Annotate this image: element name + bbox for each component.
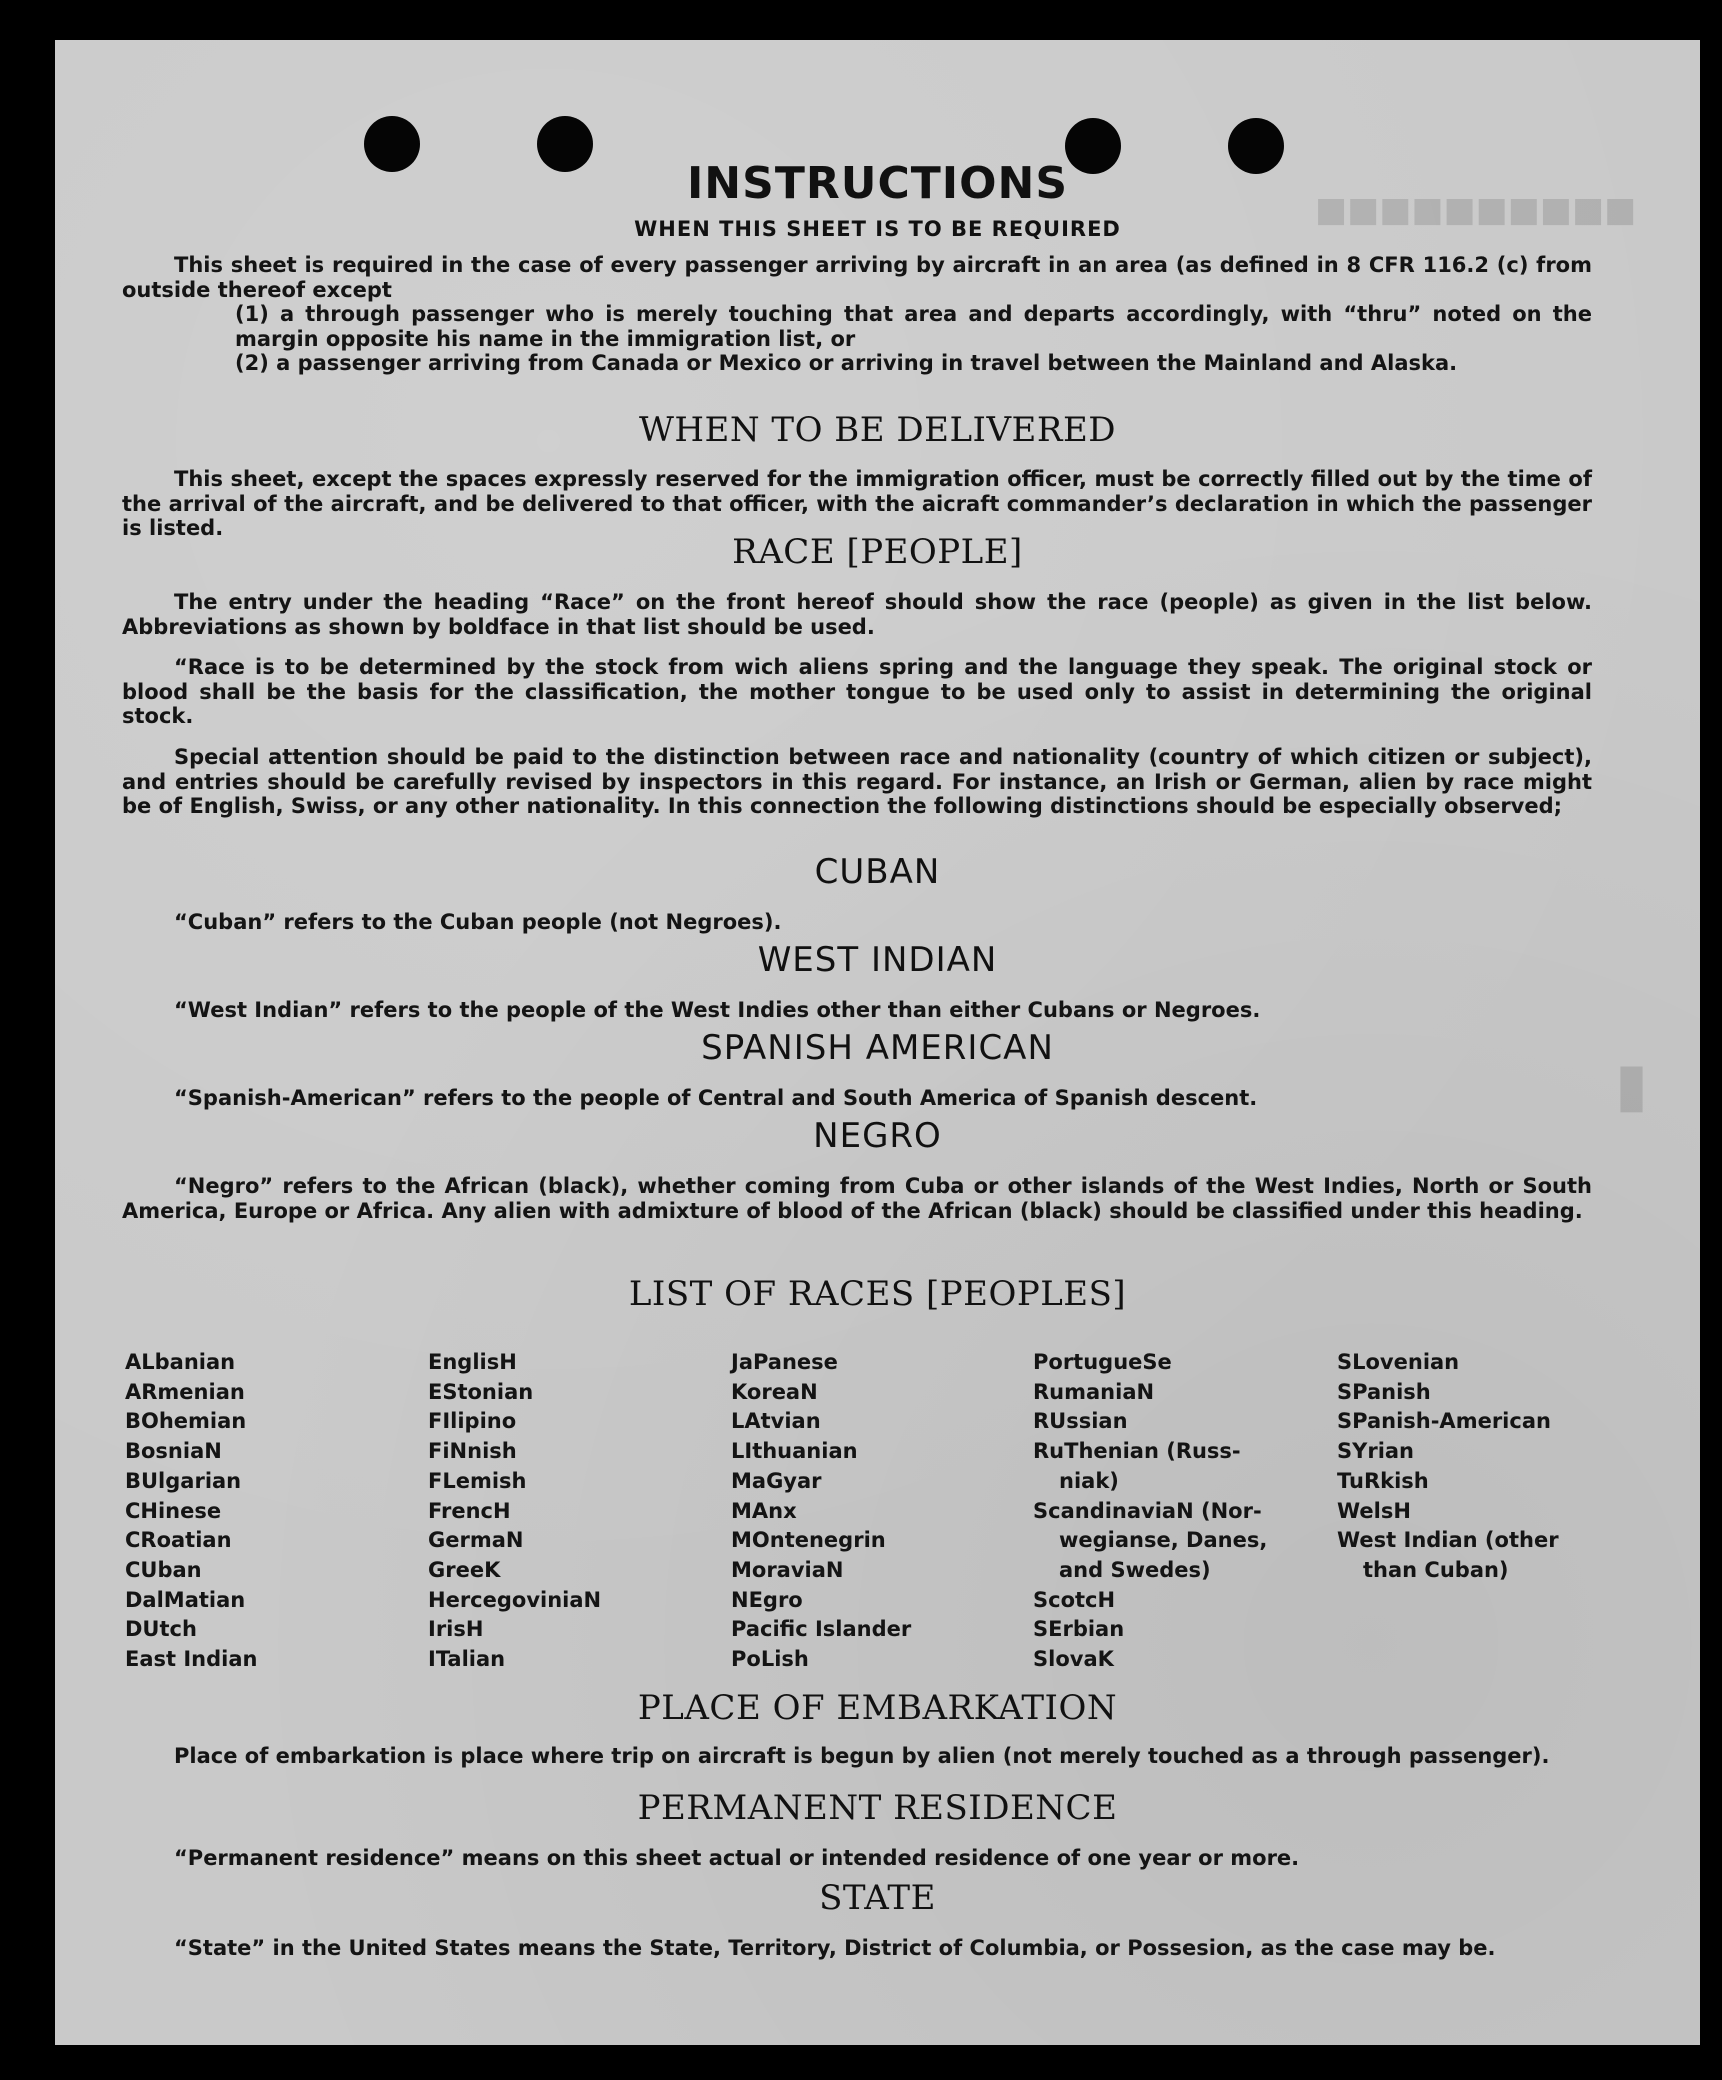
race-list-item: than Cuban) xyxy=(1363,1557,1509,1582)
race-list-item: FrencH xyxy=(428,1498,511,1523)
race-list-item: SErbian xyxy=(1033,1617,1125,1642)
race-list-item: SLovenian xyxy=(1337,1350,1460,1374)
delivered-heading: WHEN TO BE DELIVERED xyxy=(638,410,1117,450)
required-subtitle: WHEN THIS SHEET IS TO BE REQUIRED xyxy=(634,217,1121,241)
race-list-item: West Indian (other xyxy=(1337,1528,1559,1553)
race-list-item: CUban xyxy=(125,1557,202,1582)
race-list-item: FIlipino xyxy=(428,1409,517,1434)
required-intro: This sheet is required in the case of every passenger arriving by aircraft in an area (as defined in 8 CFR 116.2 (c) from outside thereof except xyxy=(122,253,1592,302)
race-list-item: BOhemian xyxy=(125,1409,247,1434)
negro-heading: NEGRO xyxy=(813,1116,942,1156)
race-list-item: niak) xyxy=(1059,1468,1119,1493)
race-list-item: and Swedes) xyxy=(1059,1557,1211,1582)
race-list-item: ALbanian xyxy=(125,1350,236,1374)
residence-heading: PERMANENT RESIDENCE xyxy=(637,1788,1118,1828)
required-item-1: (1) a through passenger who is merely touching that area and departs accordingly, with “thru” noted on the margin opposite his name in the immigration list, or xyxy=(235,302,1592,351)
race-list-item: GermaN xyxy=(428,1528,524,1553)
race-paragraph-1: The entry under the heading “Race” on the front hereof should show the race (people) as given in the list below. Abbreviations as shown by boldface in that list should be used. xyxy=(122,590,1592,639)
race-list-item: wegianse, Danes, xyxy=(1059,1528,1268,1553)
race-list-column xyxy=(731,1348,911,1675)
race-list-item: RUssian xyxy=(1033,1409,1128,1434)
race-list-item: DalMatian xyxy=(125,1587,246,1612)
race-list-item: FLemish xyxy=(428,1468,527,1493)
race-list-item: MOntenegrin xyxy=(731,1528,886,1553)
race-list-item: ITalian xyxy=(428,1647,506,1672)
race-list-item: PoLish xyxy=(731,1647,809,1672)
race-list-column xyxy=(125,1348,257,1675)
residence-text: “Permanent residence” means on this sheet actual or intended residence of one year or more. xyxy=(174,1846,1300,1870)
cuban-heading: CUBAN xyxy=(814,852,941,892)
race-list-item: Pacific Islander xyxy=(731,1617,912,1642)
race-list-item: SPanish xyxy=(1337,1379,1431,1404)
west-indian-text: “West Indian” refers to the people of the West Indies other than either Cubans or Negroes. xyxy=(174,998,1261,1022)
race-list-column xyxy=(1337,1348,1559,1586)
race-list-item: HercegoviniaN xyxy=(428,1587,602,1612)
delivered-text: This sheet, except the spaces expressly reserved for the immigration officer, must be correctly filled out by the time of the arrival of the aircraft, and be delivered to that officer, with the aicraft commander’s declaration in which the passenger is listed. xyxy=(122,467,1592,540)
race-list-item: MoraviaN xyxy=(731,1557,844,1582)
race-list-item: ScotcH xyxy=(1033,1587,1116,1612)
bleed-through-shadow: ▮ xyxy=(1615,1050,1649,1120)
race-list-column xyxy=(1033,1348,1267,1675)
race-list-column xyxy=(428,1348,601,1675)
bleed-through-shadow: ■■■■■■■■■■ xyxy=(1315,190,1637,230)
race-list-item: MaGyar xyxy=(731,1468,822,1493)
west-indian-heading: WEST INDIAN xyxy=(757,940,998,980)
race-paragraph-2: “Race is to be determined by the stock from wich aliens spring and the language they speak. The original stock or blood shall be the basis for the classification, the mother tongue to be used only to assist in determining the original stock. xyxy=(122,655,1592,728)
negro-text: “Negro” refers to the African (black), whether coming from Cuba or other islands of the West Indies, North or South America, Europe or Africa. Any alien with admixture of blood of the African (black) should be classified under this heading. xyxy=(122,1174,1592,1223)
race-list-item: EnglisH xyxy=(428,1350,517,1374)
race-list-item: JaPanese xyxy=(731,1350,838,1374)
state-text: “State” in the United States means the State, Territory, District of Columbia, or Possesion, as the case may be. xyxy=(174,1936,1496,1960)
document-page xyxy=(55,40,1700,2045)
race-list-item: NEgro xyxy=(731,1587,803,1612)
spanish-american-text: “Spanish-American” refers to the people of Central and South America of Spanish descent. xyxy=(174,1086,1258,1110)
state-heading: STATE xyxy=(819,1878,936,1918)
race-heading: RACE [PEOPLE] xyxy=(732,532,1023,572)
race-list-item: MAnx xyxy=(731,1498,797,1523)
race-list-item: BUlgarian xyxy=(125,1468,242,1493)
race-list-item: East Indian xyxy=(125,1647,258,1672)
race-list-item: IrisH xyxy=(428,1617,484,1642)
spanish-american-heading: SPANISH AMERICAN xyxy=(701,1028,1054,1068)
race-paragraph-3: Special attention should be paid to the distinction between race and nationality (country of which citizen or subject), and entries should be carefully revised by inspectors in this regard. For instance, an Irish or German, alien by race might be of English, Swiss, or any other nationality. In this connection the following distinctions should be especially observed; xyxy=(122,745,1592,818)
race-list-item: KoreaN xyxy=(731,1379,818,1404)
race-list-item: CRoatian xyxy=(125,1528,232,1553)
race-list-heading: LIST OF RACES [PEOPLES] xyxy=(628,1274,1127,1314)
race-list-item: PortugueSe xyxy=(1033,1350,1172,1374)
embarkation-heading: PLACE OF EMBARKATION xyxy=(637,1688,1118,1728)
race-list-item: FiNnish xyxy=(428,1439,517,1464)
race-list-item: TuRkish xyxy=(1337,1468,1429,1493)
embarkation-text: Place of embarkation is place where trip on aircraft is begun by alien (not merely touched as a through passenger). xyxy=(174,1744,1550,1768)
race-list-item: ScandinaviaN (Nor- xyxy=(1033,1498,1262,1523)
race-list-item: SlovaK xyxy=(1033,1647,1114,1672)
required-item-2: (2) a passenger arriving from Canada or Mexico or arriving in travel between the Mainland and Alaska. xyxy=(235,351,1458,375)
race-list-item: WelsH xyxy=(1337,1498,1411,1523)
race-list-item: ARmenian xyxy=(125,1379,245,1404)
race-list-item: BosniaN xyxy=(125,1439,222,1464)
race-list-item: SYrian xyxy=(1337,1439,1415,1464)
race-list-item: CHinese xyxy=(125,1498,222,1523)
race-list-item: EStonian xyxy=(428,1379,534,1404)
race-list-item: GreeK xyxy=(428,1557,501,1582)
cuban-text: “Cuban” refers to the Cuban people (not Negroes). xyxy=(174,910,782,934)
race-list-item: RumaniaN xyxy=(1033,1379,1155,1404)
race-list-item: LAtvian xyxy=(731,1409,821,1434)
race-list-item: SPanish-American xyxy=(1337,1409,1551,1434)
race-list-item: LIthuanian xyxy=(731,1439,858,1464)
race-list-item: DUtch xyxy=(125,1617,197,1642)
page-title: INSTRUCTIONS xyxy=(686,158,1069,209)
race-list-item: RuThenian (Russ- xyxy=(1033,1439,1241,1464)
